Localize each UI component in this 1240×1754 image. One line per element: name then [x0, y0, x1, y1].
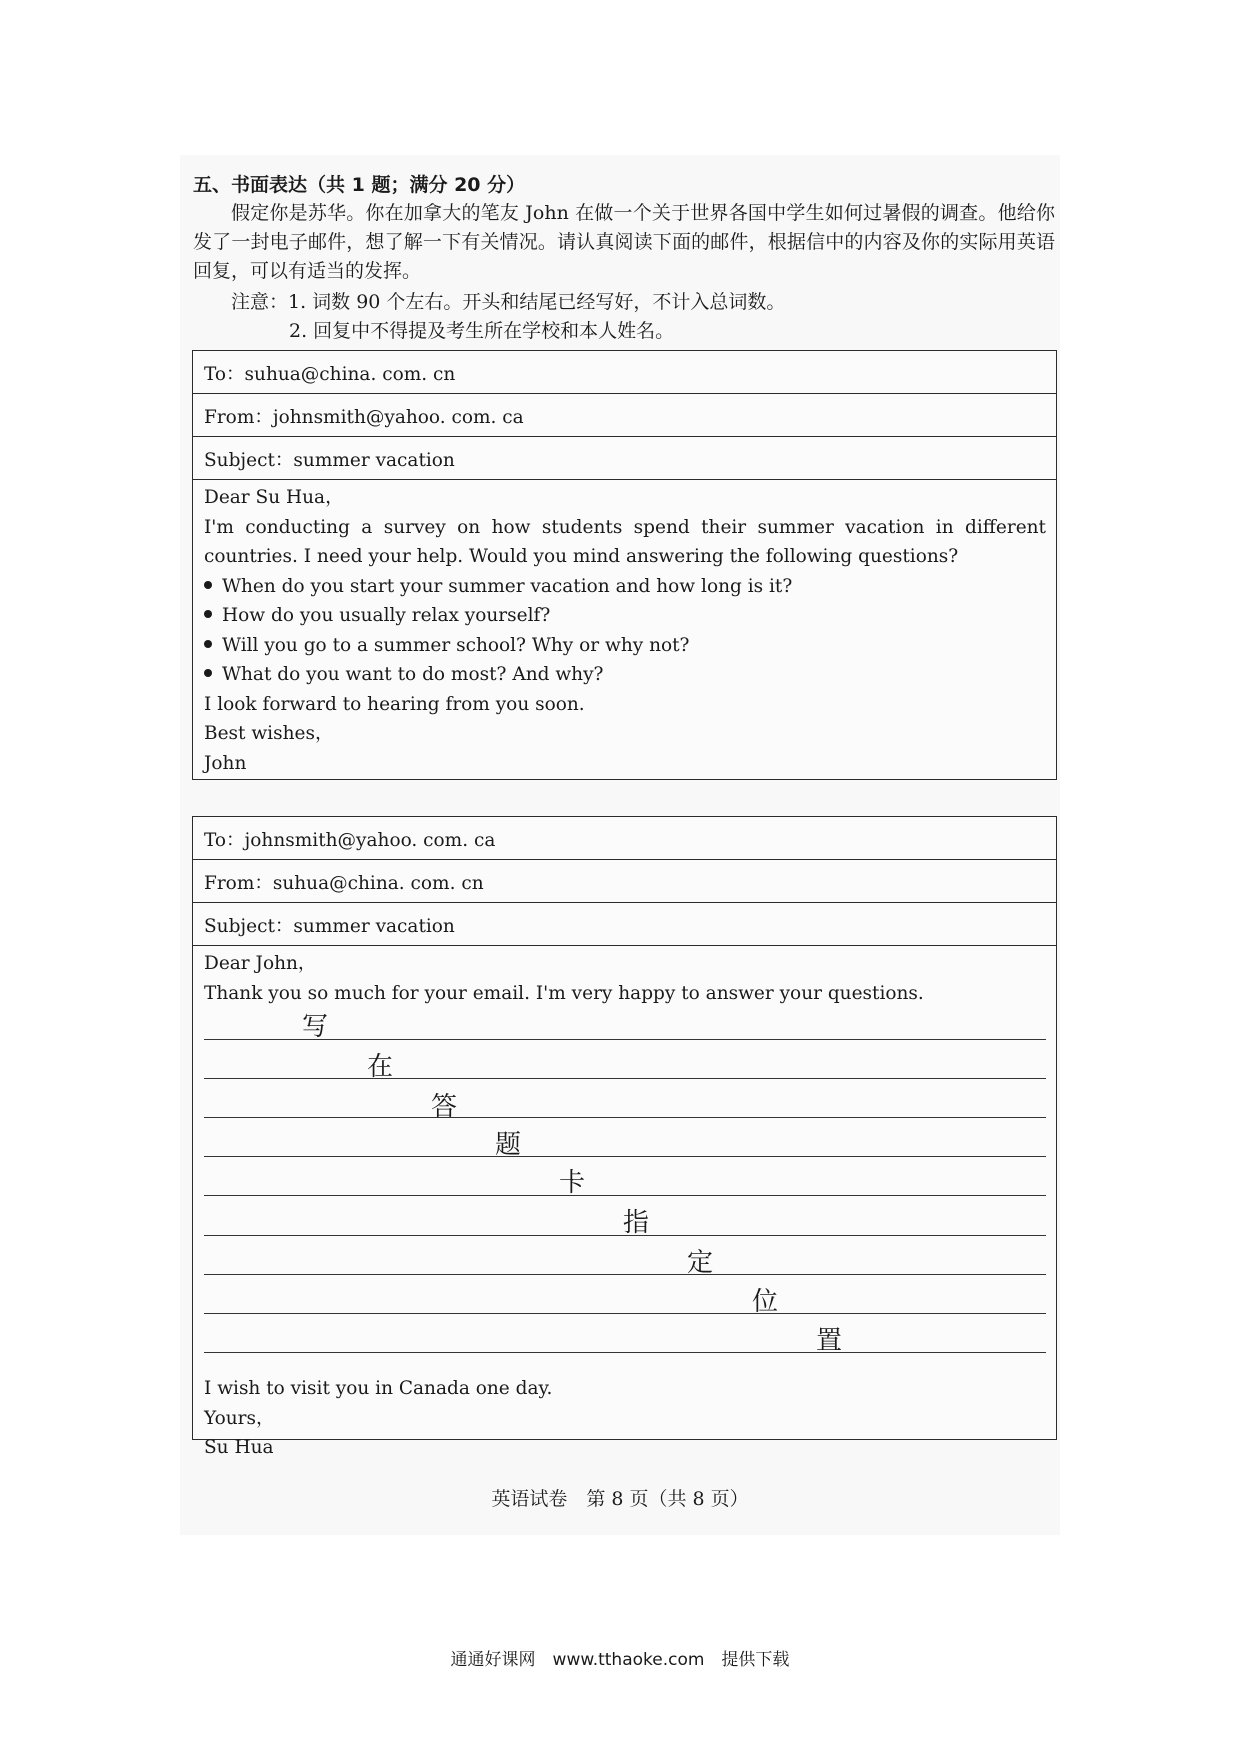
answer-area-char: 在 [367, 1052, 394, 1082]
source-credit: 通通好课网 www.tthaoke.com 提供下载 [450, 1650, 790, 1670]
email-body [193, 480, 1056, 778]
question-item: When do you start your summer vacation and how long is it? [204, 572, 1046, 602]
answer-area-char: 定 [687, 1248, 714, 1278]
section-title: 五、书面表达（共 1 题；满分 20 分） [193, 174, 526, 196]
answer-area-char: 卡 [559, 1168, 586, 1198]
writing-line [204, 1352, 1046, 1353]
bullet-icon [204, 610, 212, 618]
email-greeting: Dear John， [204, 953, 317, 974]
email-closing-line: I look forward to hearing from you soon. [204, 693, 585, 715]
reply-email-box [192, 816, 1057, 1458]
writing-line [204, 1274, 1046, 1275]
writing-line [204, 1156, 1046, 1157]
email-signoff: Yours， [204, 1407, 275, 1429]
email-from-row: From：johnsmith@yahoo. com. ca [193, 394, 1056, 437]
answer-writing-area [204, 1008, 1046, 1374]
email-body-line: countries. I need your help. Would you mind answering the following questions? [204, 546, 959, 567]
email-from-row: From：suhua@china. com. cn [193, 860, 1056, 903]
writing-line [204, 1313, 1046, 1314]
note-2: 2. 回复中不得提及考生所在学校和本人姓名。 [289, 320, 675, 342]
answer-area-char: 置 [816, 1326, 843, 1356]
writing-line [204, 1195, 1046, 1196]
answer-area-char: 题 [495, 1130, 522, 1160]
incoming-email-box [192, 350, 1057, 780]
email-body [193, 946, 1056, 1463]
answer-area-char: 写 [302, 1012, 329, 1042]
note-1: 注意：1. 词数 90 个左右。开头和结尾已经写好，不计入总词数。 [231, 291, 786, 313]
bullet-icon [204, 581, 212, 589]
email-to-row: To：johnsmith@yahoo. com. ca [193, 817, 1056, 860]
email-opening-line: Thank you so much for your email. I'm very happy to answer your questions. [204, 982, 924, 1004]
answer-area-char: 指 [623, 1208, 650, 1238]
email-body-line: I'm conducting a survey on how students spend their summer vacation in different [204, 516, 1046, 538]
writing-line [204, 1117, 1046, 1118]
email-signature: John [204, 752, 247, 774]
writing-line [204, 1039, 1046, 1040]
question-item: Will you go to a summer school? Why or why not? [204, 631, 1046, 661]
answer-area-char: 位 [752, 1287, 779, 1317]
writing-line [204, 1235, 1046, 1236]
task-instruction: 假定你是苏华。你在加拿大的笔友 John 在做一个关于世界各国中学生如何过暑假的调查。他给你发了一封电子邮件，想了解一下有关情况。请认真阅读下面的邮件，根据信中的内容及你的实际用英语回复，可以有适当的发挥。 [193, 202, 1055, 282]
email-subject-row: Subject：summer vacation [193, 437, 1056, 480]
writing-line [204, 1078, 1046, 1079]
page-footer: 英语试卷 第 8 页（共 8 页） [491, 1488, 749, 1510]
email-closing-line: I wish to visit you in Canada one day. [204, 1378, 553, 1399]
bullet-icon [204, 669, 212, 677]
question-item: What do you want to do most? And why? [204, 660, 1046, 690]
email-signoff: Best wishes， [204, 723, 334, 744]
email-greeting: Dear Su Hua， [204, 487, 344, 508]
email-subject-row: Subject：summer vacation [193, 903, 1056, 946]
bullet-icon [204, 640, 212, 648]
email-signature: Su Hua [204, 1437, 274, 1458]
email-to-row: To：suhua@china. com. cn [193, 351, 1056, 394]
question-item: How do you usually relax yourself? [204, 601, 1046, 631]
answer-area-char: 答 [431, 1092, 458, 1122]
